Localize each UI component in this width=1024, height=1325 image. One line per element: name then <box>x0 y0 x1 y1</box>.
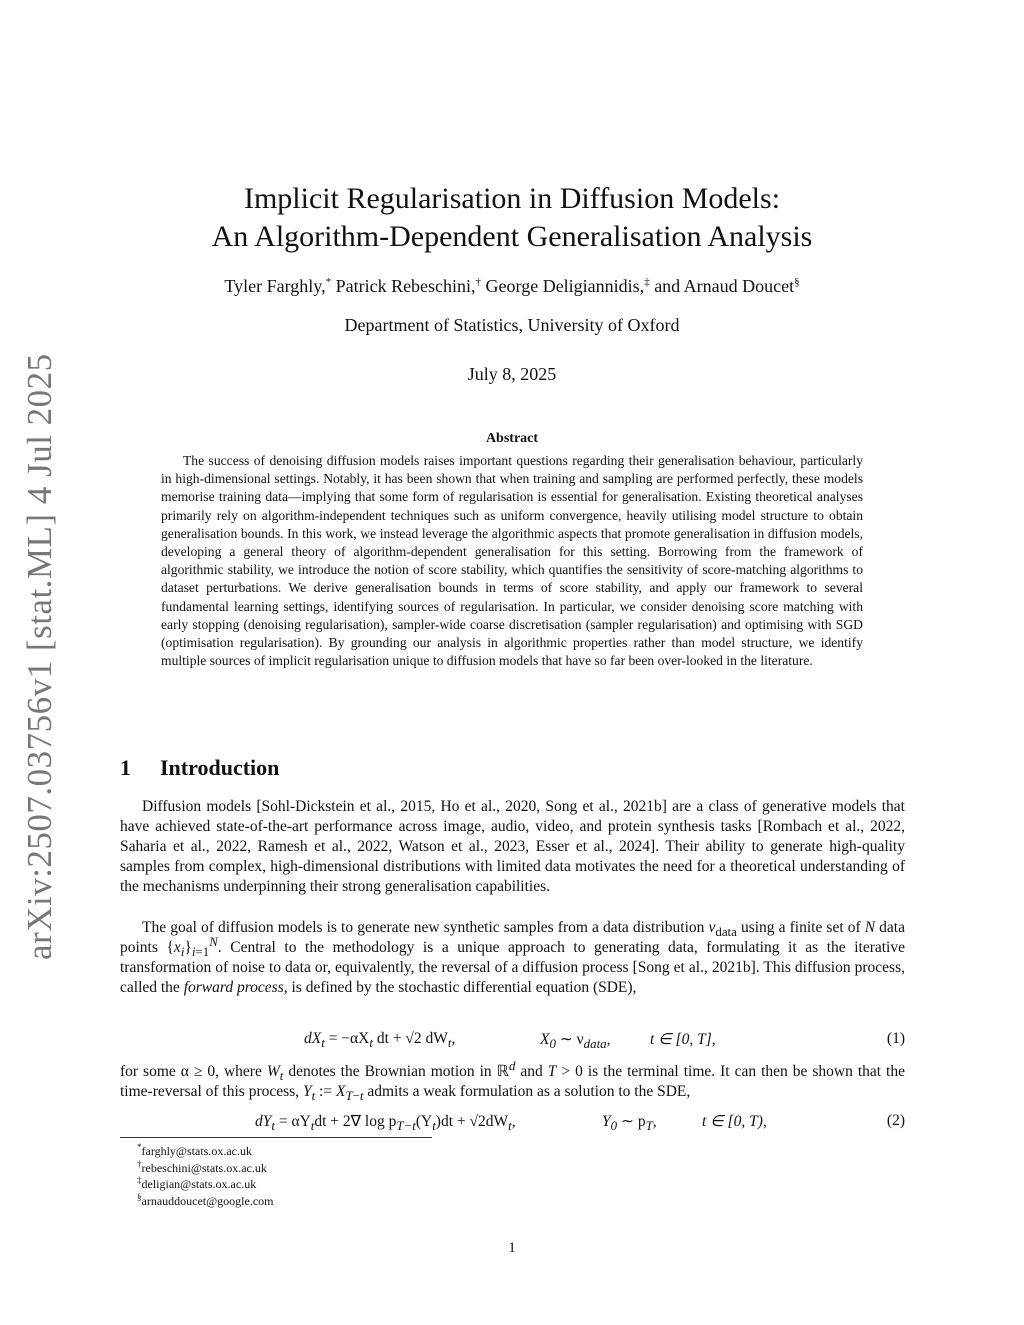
eq-term: dt + √2 dW <box>372 1030 448 1047</box>
title-line-2: An Algorithm-Dependent Generalisation Analysis <box>211 220 813 253</box>
eq-term: dt + 2∇ log p <box>314 1113 397 1130</box>
equation-2 <box>120 1112 905 1134</box>
equation-1-domain: t ∈ [0, T], <box>650 1031 716 1048</box>
equation-1-condition: $X_0$ ∼ $\nu_{data}$, <box>540 1031 611 1052</box>
text-run: admits a weak formulation as a solution to the SDE, <box>363 1083 691 1100</box>
footnote-email: deligian@stats.ox.ac.uk <box>141 1177 257 1191</box>
footnote-mark: § <box>137 1191 142 1202</box>
eq-term: = αY <box>274 1113 311 1130</box>
footnote-mark: ‡ <box>137 1175 142 1185</box>
footnote-email: arnauddoucet@google.com <box>141 1193 274 1208</box>
footnote-mark: ‡ <box>644 276 650 288</box>
text-run: is the terminal time. It can then be shown that the time-reversal of this process, <box>120 1063 905 1100</box>
eq-term: (Y <box>415 1113 433 1130</box>
footnote-2 <box>137 1160 274 1177</box>
intro-paragraph-2: The goal of diffusion models is to generate new synthetic samples from a data distribution $\nu_{data}$ using a finite set of N data points $\{x_i\}_{i=1}^N$. Central to the methodology is a unique approach to generating data, formulating it as the iterative transformation of noise to data or, equivalently, the reversal of a diffusion process [Song et al., 2021b]. This diffusion process, called the forward process, is defined by the stochastic differential equation (SDE), <box>120 919 905 996</box>
eq-term: data <box>583 1036 607 1052</box>
text-run: The goal of diffusion models is to generate new synthetic samples from a data distribution <box>142 919 709 936</box>
affiliation: Department of Statistics, University of Oxford <box>344 315 680 335</box>
text-run: using a finite set of <box>736 919 865 936</box>
text-run: denotes the Brownian motion in <box>283 1063 497 1080</box>
eq-term: )dt + √2dW <box>435 1113 509 1130</box>
arxiv-watermark: arXiv:2507.03756v1 [stat.ML] 4 Jul 2025 <box>20 353 59 960</box>
equation-2-body: $dY_t = \alpha Y_tdt + 2\nabla$ $\log p_{T-t}(Y_t)dt + √2dW_t$, <box>255 1113 516 1134</box>
abstract-text: The success of denoising diffusion models raises important questions regarding their generalisation behaviour, particularly in high-dimensional settings. Notably, it has been shown that when training and sampling are performed perfectly, these models memorise training data—implying that some form of regularisation is essential for generalisation. Existing theoretical analyses primarily rely on algorithm-independent techniques such as uniform convergence, heavily utilising model structure to obtain generalisation bounds. In this work, we instead leverage the algorithmic aspects that promote generalisation in diffusion models, developing a general theory of algorithm-dependent generalisation for this setting. Borrowing from the framework of algorithmic stability, we introduce the notion of score stability, which quantifies the sensitivity of score-matching algorithms to dataset perturbations. We derive generalisation bounds in terms of score stability, and apply our framework to several fundamental learning settings, identifying sources of regularisation. In particular, we consider denoising score matching with early stopping (denoising regularisation), sampler-wide coarse discretisation (sampler regularisation) and optimising with SGD (optimisation regularisation). By grounding our analysis in algorithmic properties rather than model structure, we identify multiple sources of implicit regularisation unique to diffusion models that have so far been over-looked in the literature. <box>161 453 863 669</box>
author-4: and Arnaud Doucet <box>649 276 795 296</box>
eq-term: = −αX <box>324 1030 370 1047</box>
text-run: , is defined by the stochastic differential equation (SDE), <box>283 979 637 996</box>
eq-term: dY <box>255 1113 272 1130</box>
text-run: data points <box>120 919 905 956</box>
text-run: and <box>515 1063 548 1080</box>
text-run: for some α ≥ 0, where <box>120 1063 267 1080</box>
equation-1-number: (1) <box>886 1030 905 1047</box>
footnote-mark: † <box>137 1158 142 1169</box>
equation-2-number: (2) <box>886 1112 905 1129</box>
section-title: Introduction <box>160 755 280 780</box>
paper-date: July 8, 2025 <box>467 364 557 384</box>
intro-paragraph-3: for some α ≥ 0, where $W_t$ denotes the Brownian motion in ℝ$^d$ and T > 0 is the terminal time. It can then be shown that the time-reversal of this process, $Y_t$ := $X_{T-t}$ admits a weak formulation as a solution to the SDE, <box>120 1057 905 1104</box>
emphasis-forward-process: forward process <box>183 979 284 996</box>
author-3: George Deligiannidis, <box>481 276 645 296</box>
eq-term: X <box>540 1031 550 1048</box>
page-number: 1 <box>508 1240 516 1256</box>
section-heading <box>120 755 279 781</box>
author-1: Tyler Farghly, <box>224 276 326 296</box>
author-list <box>120 276 904 297</box>
abstract-heading: Abstract <box>485 431 539 446</box>
equation-2-domain: t ∈ [0, T), <box>702 1113 767 1130</box>
eq-term: dX <box>304 1030 322 1047</box>
footnote-divider <box>120 1137 432 1138</box>
eq-term: Y <box>602 1113 611 1130</box>
footnote-email: rebeschini@stats.ox.ac.uk <box>141 1160 267 1175</box>
text-run: . Central to the methodology is a unique approach to generating data, formulating it as the iterative transformation of noise to data or, equivalently, the reversal of a diffusion process [Song et al., 2021b]. This diffusion process, called the <box>120 939 905 996</box>
eq-term: ∼ p <box>617 1113 646 1130</box>
author-2: Patrick Rebeschini, <box>331 276 476 296</box>
footnote-1 <box>137 1143 274 1160</box>
footnote-3 <box>137 1176 274 1193</box>
footnote-mark: † <box>475 276 482 288</box>
footnotes <box>137 1143 274 1209</box>
equation-1 <box>120 1030 905 1052</box>
footnote-email: farghly@stats.ox.ac.uk <box>141 1144 252 1158</box>
eq-term: ∼ ν <box>555 1031 584 1048</box>
title-line-1: Implicit Regularisation in Diffusion Models: <box>243 182 781 215</box>
paper-title <box>120 180 904 256</box>
section-number: 1 <box>120 755 131 780</box>
footnote-mark: * <box>137 1142 142 1152</box>
equation-2-condition: $Y_0$ ∼ $p_T$, <box>602 1113 657 1134</box>
intro-paragraph-1: Diffusion models [Sohl-Dickstein et al., 2015, Ho et al., 2020, Song et al., 2021b] are a class of generative models that have achieved state-of-the-art performance across image, audio, video, and protein synthesis tasks [Rombach et al., 2022, Saharia et al., 2022, Ramesh et al., 2022, Watson et al., 2023, Esser et al., 2024]. Their ability to generate high-quality samples from complex, high-dimensional distributions with limited data motivates the need for a theoretical understanding of the mechanisms underpinning their strong generalisation capabilities. <box>120 798 905 895</box>
footnote-mark: § <box>794 276 800 288</box>
equation-1-body: $dX_t = -\alpha X_t$ dt + √2 $dW_t$, <box>304 1030 456 1051</box>
footnote-4 <box>137 1193 274 1210</box>
footnote-mark: * <box>325 276 332 288</box>
